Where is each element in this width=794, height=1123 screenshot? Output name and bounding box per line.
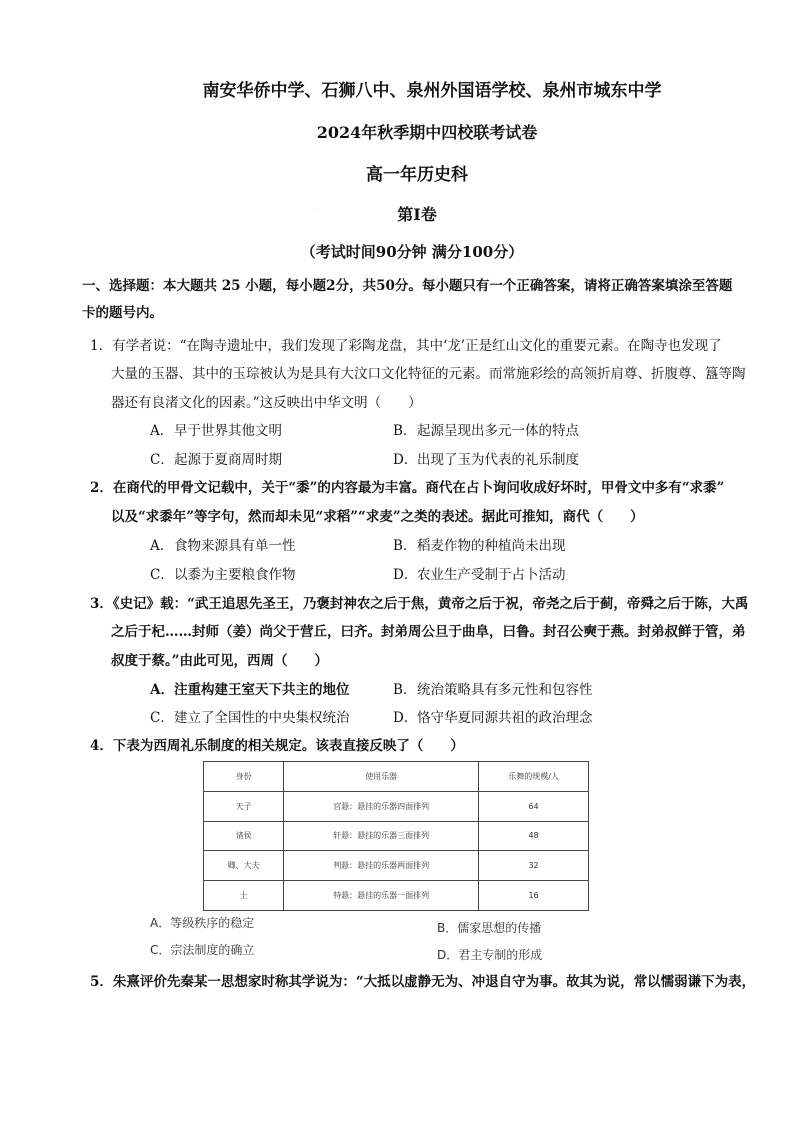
q4-stem-line1: 4．下表为西周礼乐制度的相关规定。该表直接反映了（ ） [90,738,464,754]
q3-option-c-letter: C． [150,710,174,726]
table-cell: 轩悬：悬挂的乐器三面排列 [284,821,479,851]
q2-option-a-text: 食物来源具有单一性 [174,538,296,554]
q1-option-d [393,450,579,470]
q1-option-a-letter: A． [150,423,174,439]
exam-time: （考试时间90分钟 满分100分） [300,243,524,261]
q3-stem-line2: 之后于杞……封师（姜）尚父于营丘，曰齐。封弟周公旦于曲阜，曰鲁。封召公奭于燕。封弟叔鲜于管，弟 [111,624,746,640]
q3-option-b-text: 统治策略具有多元性和包容性 [417,682,593,698]
table-header-row [204,762,589,792]
schools-title: 南安华侨中学、石狮八中、泉州外国语学校、泉州市城东中学 [202,81,662,101]
q2-option-c-text: 以黍为主要粮食作物 [174,567,296,583]
subject-title: 高一年历史科 [366,165,468,185]
table-cell: 天子 [204,791,284,821]
q4-option-b: B．儒家思想的传播 [437,921,542,935]
q1-option-b-letter: B． [393,423,417,439]
table-header: 使用乐器 [284,762,479,792]
table-cell: 判悬：悬挂的乐器两面排列 [284,851,479,881]
q2-option-a [150,536,296,556]
section-instructions-line1: 一、选择题：本大题共 25 小题，每小题2分，共50分。每小题只有一个正确答案，请将正确答案填涂至答题 [82,278,733,294]
table-cell: 32 [479,851,589,881]
q2-option-b-text: 稻麦作物的种植尚未出现 [417,538,566,554]
scan-speck: · [313,207,315,214]
q3-stem-line3: 叔度于蔡。”由此可见，西周（ ） [111,653,329,669]
q1-stem-line2: 大量的玉器、其中的玉琮被认为是具有大汶口文化特征的元素。而常施彩绘的高领折肩尊、折腹尊、簋等陶 [111,366,746,382]
exam-title: 2024年秋季期中四校联考试卷 [316,123,538,142]
q2-option-c [150,565,296,585]
table-cell: 卿、大夫 [204,851,284,881]
table-row [204,851,589,881]
q3-option-c-text: 建立了全国性的中央集权统治 [174,710,350,726]
q3-option-a-letter: A． [150,682,174,698]
q2-stem-line2: 以及“求黍年”等字句，然而却未见“求稻”“求麦”之类的表述。据此可推知，商代（ ） [111,509,644,525]
q1-option-c-text: 起源于夏商周时期 [174,452,282,468]
q2-stem-line1: 2．在商代的甲骨文记载中，关于“黍”的内容最为丰富。商代在占卜询问收成好坏时，甲骨文中多有“求黍” [90,480,725,496]
q2-option-b [393,536,566,556]
table-cell: 48 [479,821,589,851]
q1-option-a [150,421,282,441]
table-row [204,881,589,911]
volume-title: 第Ⅰ卷 [397,205,437,224]
q2-option-d-text: 农业生产受制于占卜活动 [417,567,566,583]
q3-option-b [393,680,593,700]
q3-option-a-text: 注重构建王室天下共主的地位 [174,682,350,698]
q2-option-d-letter: D． [393,567,418,583]
q1-option-a-text: 早于世界其他文明 [174,423,282,439]
q1-option-b-text: 起源呈现出多元一体的特点 [417,423,579,439]
table-row [204,821,589,851]
q1-option-d-letter: D． [393,452,418,468]
q1-option-b [393,421,579,441]
section-instructions-line2: 卡的题号内。 [82,305,163,321]
q1-option-d-text: 出现了玉为代表的礼乐制度 [417,452,579,468]
q2-option-c-letter: C． [150,567,174,583]
table-cell: 士 [204,881,284,911]
q3-option-d-letter: D． [393,710,418,726]
q5-stem-line1: 5．朱熹评价先秦某一思想家时称其学说为：“大抵以虚静无为、冲退自守为事。故其为说，常以懦弱谦下为表， [90,974,756,990]
q1-option-c-letter: C． [150,452,174,468]
q3-option-a [150,680,350,700]
q3-option-b-letter: B． [393,682,417,698]
q2-option-a-letter: A． [150,538,174,554]
table-cell: 特悬：悬挂的乐器一面排列 [284,881,479,911]
rites-table [203,761,589,911]
table-header: 身份 [204,762,284,792]
table-header: 乐舞的规模/人 [479,762,589,792]
q4-option-d: D．君主专制的形成 [437,948,543,962]
q1-stem-line1: 1．有学者说：“在陶寺遗址中，我们发现了彩陶龙盘，其中‘龙’正是红山文化的重要元素。在陶寺也发现了 [90,338,722,354]
q2-option-d [393,565,566,585]
q4-option-a: A．等级秩序的稳定 [150,916,255,930]
q3-stem-line1: 3．《史记》载：“武王追思先圣王，乃褒封神农之后于焦，黄帝之后于祝，帝尧之后于蓟，帝舜之后于陈，大禹 [90,596,749,612]
table-cell: 16 [479,881,589,911]
q3-option-c [150,708,350,728]
q2-option-b-letter: B． [393,538,417,554]
q4-option-c: C．宗法制度的确立 [150,943,255,957]
q1-stem-line3: 器还有良渚文化的因素。”这反映出中华文明（ ） [111,395,422,411]
table-cell: 宫悬：悬挂的乐器四面排列 [284,791,479,821]
q1-option-c [150,450,282,470]
table-cell: 64 [479,791,589,821]
table-row [204,791,589,821]
table-cell: 诸侯 [204,821,284,851]
q3-option-d [393,708,593,728]
q3-option-d-text: 恪守华夏同源共祖的政治理念 [417,710,593,726]
